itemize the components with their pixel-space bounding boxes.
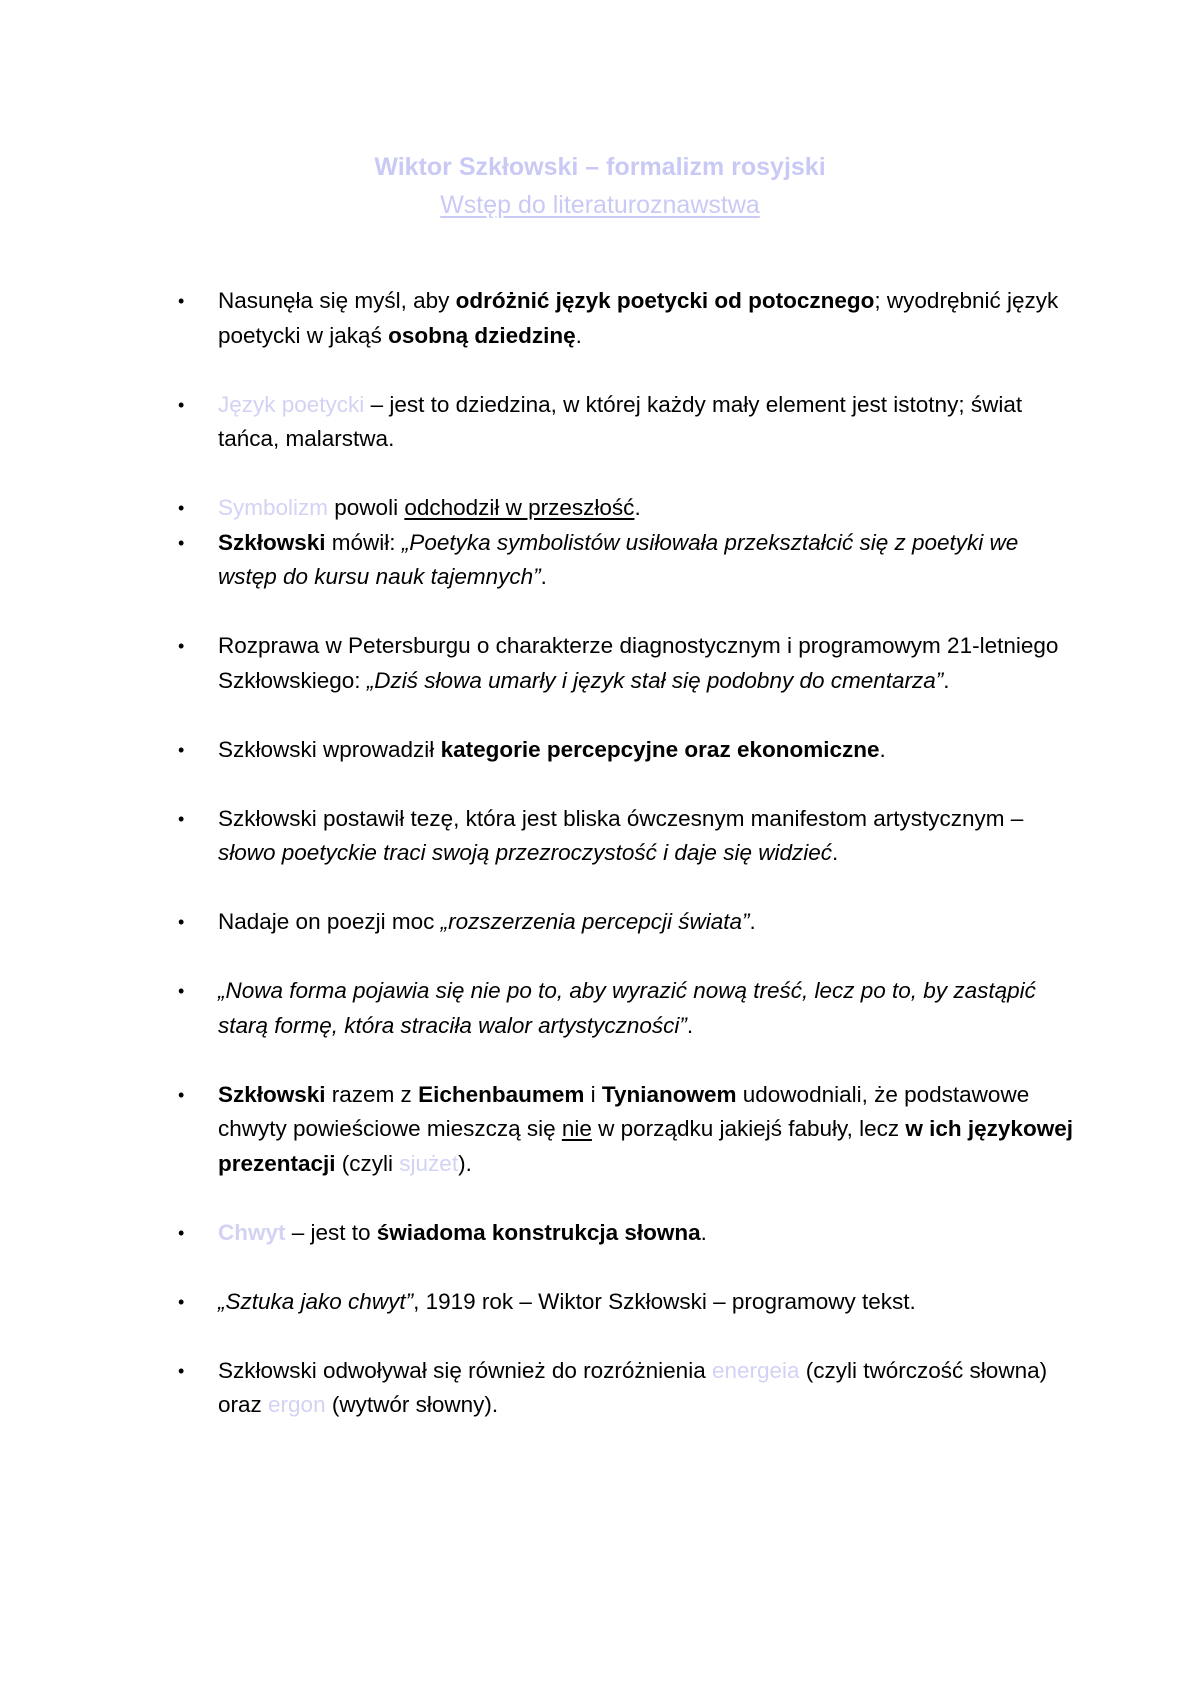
note-text: . (634, 495, 641, 520)
term-language-poetic: Język poetycki (218, 391, 365, 417)
bullet-icon: • (178, 739, 185, 760)
note-bold-text: Tynianowem (601, 1081, 737, 1107)
note-bold-text: Szkłowski (218, 529, 326, 555)
list-item (178, 526, 1078, 595)
note-text: Szkłowski postawił tezę, która jest bliska ówczesnym manifestom artystycznym – (218, 805, 1024, 831)
note-italic-text: słowo poetyckie traci swoją przezroczystość i daje się widzieć (218, 840, 832, 865)
bullet-icon: • (178, 394, 185, 415)
note-bold-text: Szkłowski (218, 1081, 326, 1107)
term-symbolism: Symbolizm (218, 495, 329, 520)
note-text: (wytwór słowny). (325, 1392, 499, 1417)
list-item (178, 974, 1078, 1043)
term-energeia: energeia (711, 1357, 800, 1383)
bullet-icon: • (178, 532, 185, 553)
term-ergon: ergon (268, 1392, 326, 1417)
list-item (178, 1285, 1078, 1320)
list-item (178, 905, 1078, 940)
note-bold-text: świadoma konstrukcja słowna (376, 1219, 701, 1245)
note-text: . (879, 736, 886, 762)
bullet-icon: • (178, 1360, 185, 1381)
note-bold-text: w ich językowej prezentacji (218, 1116, 1073, 1176)
note-text: w porządku jakiejś fabuły, lecz (591, 1116, 906, 1141)
bullet-icon: • (178, 1084, 185, 1105)
note-text: – jest to (285, 1219, 377, 1245)
note-text: razem z (325, 1081, 419, 1107)
note-quote: „Poetyka symbolistów usiłowała przekształcić się z poetyki we wstęp do kursu nauk tajemnych” (218, 529, 1019, 589)
bullet-icon: • (178, 981, 185, 1001)
bullet-icon: • (178, 498, 185, 518)
note-quote: „Dziś słowa umarły i język stał się podobny do cmentarza” (366, 667, 944, 693)
note-quote: „Nowa forma pojawia się nie po to, aby wyrazić nową treść, lecz po to, by zastąpić starą formę, która straciła walor artystyczności” (218, 978, 1036, 1038)
list-item (178, 1078, 1078, 1182)
note-text: . (575, 322, 582, 348)
note-text: ; wyodrębnić język poetycki w jakąś (218, 288, 1059, 348)
note-text: . (831, 840, 839, 865)
note-underlined-text: odchodził w przeszłość (404, 495, 635, 520)
note-text: , 1919 rok – Wiktor Szkłowski – programowy tekst. (413, 1288, 916, 1314)
note-text: Szkłowski wprowadził (218, 736, 441, 762)
note-text: i (584, 1081, 602, 1107)
term-chwyt: Chwyt (218, 1219, 286, 1245)
note-text: powoli (328, 495, 405, 520)
note-text: Nasunęła się myśl, aby (218, 288, 456, 313)
list-item (178, 491, 1078, 526)
note-text: . (686, 1012, 694, 1038)
bullet-icon: • (178, 912, 185, 932)
document-subtitle-link[interactable]: Wstęp do literaturoznawstwa (440, 191, 760, 219)
note-quote: „Sztuka jako chwyt” (218, 1288, 414, 1314)
list-item (178, 629, 1078, 698)
list-item (178, 802, 1078, 871)
document-title: Wiktor Szkłowski – formalizm rosyjski (374, 153, 826, 181)
note-text: . (943, 667, 950, 693)
bullet-icon: • (178, 291, 185, 311)
term-sjuzet: sjużet (399, 1150, 459, 1176)
note-text: udowodniali, że podstawowe chwyty powieściowe mieszczą się (218, 1081, 1030, 1141)
list-item (178, 733, 1078, 768)
list-item (178, 284, 1078, 353)
note-text: mówił: (325, 529, 402, 555)
note-text: . (700, 1219, 707, 1245)
note-underlined-text: nie (561, 1116, 592, 1141)
note-text: (czyli (335, 1150, 400, 1176)
note-bold-text: osobną dziedzinę (388, 322, 576, 348)
note-text: ). (458, 1150, 472, 1176)
list-item (178, 1354, 1078, 1423)
title-block (0, 148, 1200, 224)
note-text: Szkłowski odwoływał się również do rozróżnienia (218, 1357, 712, 1383)
bullet-icon: • (178, 636, 185, 656)
note-text: . (749, 909, 756, 934)
bullet-icon: • (178, 1291, 185, 1312)
list-item (178, 388, 1078, 457)
bullet-icon: • (178, 1222, 185, 1243)
note-bold-text: Eichenbaumem (418, 1081, 585, 1107)
bullet-icon: • (178, 808, 185, 829)
note-bold-text: odróżnić język poetycki od potocznego (455, 288, 875, 313)
note-text: . (540, 564, 547, 589)
note-bold-text: kategorie percepcyjne oraz ekonomiczne (440, 736, 880, 762)
note-text: Nadaje on poezji moc (218, 909, 441, 934)
notes-list (178, 284, 1078, 1457)
note-text: (czyli twórczość słowna) oraz (218, 1357, 1048, 1417)
note-text: Rozprawa w Petersburgu o charakterze diagnostycznym i programowym 21-letniego Szkłowskiego: (218, 633, 1059, 693)
list-item (178, 1216, 1078, 1251)
note-quote: „rozszerzenia percepcji świata” (440, 909, 750, 934)
note-text: – jest to dziedzina, w której każdy mały element jest istotny; świat tańca, malarstwa. (218, 391, 1023, 451)
